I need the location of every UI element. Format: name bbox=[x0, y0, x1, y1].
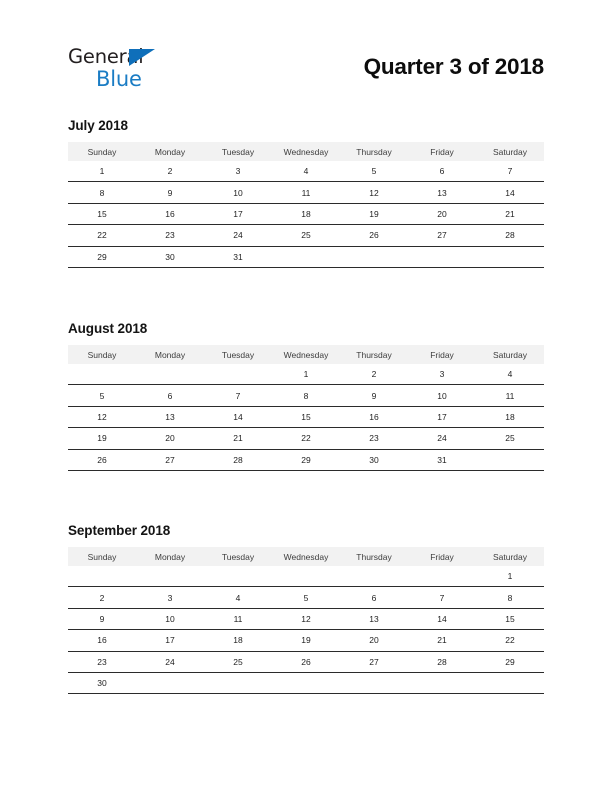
weekday-header-row bbox=[68, 547, 544, 566]
weekday-header-wednesday: Wednesday bbox=[272, 142, 340, 161]
day-cell[interactable]: 30 bbox=[136, 246, 204, 267]
day-cell[interactable]: 14 bbox=[476, 182, 544, 203]
day-cell[interactable]: 1 bbox=[507, 571, 513, 582]
day-cell[interactable]: 3 bbox=[235, 166, 241, 177]
day-cell[interactable]: 8 bbox=[476, 587, 544, 608]
day-cell[interactable]: 23 bbox=[340, 428, 408, 449]
day-cell[interactable]: 26 bbox=[340, 225, 408, 246]
week-row bbox=[68, 203, 544, 224]
day-cell[interactable]: 12 bbox=[68, 406, 136, 427]
day-cell[interactable]: 20 bbox=[136, 428, 204, 449]
day-cell[interactable]: 30 bbox=[340, 449, 408, 470]
day-cell[interactable]: 25 bbox=[476, 428, 544, 449]
month-block-july bbox=[68, 118, 544, 268]
general-blue-logo[interactable] bbox=[68, 46, 238, 96]
day-cell[interactable]: 4 bbox=[507, 369, 513, 380]
logo-text-general: General bbox=[68, 45, 144, 68]
day-cell[interactable]: 22 bbox=[68, 225, 136, 246]
day-cell[interactable]: 5 bbox=[272, 587, 340, 608]
week-row bbox=[68, 161, 544, 182]
day-cell[interactable]: 11 bbox=[204, 608, 272, 629]
day-cell bbox=[68, 566, 136, 587]
day-cell[interactable]: 24 bbox=[204, 225, 272, 246]
week-row bbox=[68, 225, 544, 246]
weekday-header-tuesday: Tuesday bbox=[204, 142, 272, 161]
month-title: September 2018 bbox=[68, 523, 171, 538]
weekday-header-sunday: Sunday bbox=[68, 142, 136, 161]
day-cell[interactable]: 13 bbox=[408, 182, 476, 203]
day-cell[interactable]: 10 bbox=[204, 182, 272, 203]
day-cell[interactable]: 28 bbox=[204, 449, 272, 470]
day-cell[interactable]: 24 bbox=[136, 651, 204, 672]
day-cell[interactable]: 17 bbox=[408, 406, 476, 427]
week-row bbox=[68, 182, 544, 203]
day-cell[interactable]: 30 bbox=[68, 672, 136, 693]
calendar-table-september bbox=[68, 547, 544, 694]
day-cell bbox=[136, 672, 204, 693]
weekday-header-friday: Friday bbox=[408, 345, 476, 364]
day-cell[interactable]: 27 bbox=[136, 449, 204, 470]
day-cell[interactable]: 13 bbox=[136, 406, 204, 427]
day-cell[interactable]: 22 bbox=[272, 428, 340, 449]
day-cell[interactable]: 15 bbox=[272, 406, 340, 427]
day-cell[interactable]: 2 bbox=[371, 369, 377, 380]
day-cell[interactable]: 9 bbox=[68, 608, 136, 629]
day-cell bbox=[204, 566, 272, 587]
day-cell[interactable]: 2 bbox=[167, 166, 173, 177]
day-cell[interactable]: 19 bbox=[68, 428, 136, 449]
day-cell[interactable]: 7 bbox=[204, 385, 272, 406]
day-cell[interactable]: 18 bbox=[204, 630, 272, 651]
week-row bbox=[68, 672, 544, 693]
day-cell[interactable]: 29 bbox=[476, 651, 544, 672]
day-cell[interactable]: 15 bbox=[476, 608, 544, 629]
day-cell[interactable]: 5 bbox=[68, 385, 136, 406]
weekday-header-wednesday: Wednesday bbox=[272, 547, 340, 566]
weekday-header-monday: Monday bbox=[136, 547, 204, 566]
day-cell[interactable]: 20 bbox=[340, 630, 408, 651]
day-cell bbox=[408, 246, 476, 267]
weekday-header-thursday: Thursday bbox=[340, 345, 408, 364]
day-cell bbox=[272, 672, 340, 693]
day-cell[interactable]: 25 bbox=[272, 225, 340, 246]
day-cell[interactable]: 5 bbox=[371, 166, 377, 177]
day-cell[interactable]: 4 bbox=[303, 166, 309, 177]
day-cell[interactable]: 14 bbox=[204, 406, 272, 427]
day-cell[interactable]: 21 bbox=[204, 428, 272, 449]
day-cell[interactable]: 23 bbox=[136, 225, 204, 246]
day-cell[interactable]: 6 bbox=[439, 166, 445, 177]
day-cell[interactable]: 17 bbox=[136, 630, 204, 651]
day-cell[interactable]: 18 bbox=[476, 406, 544, 427]
day-cell[interactable]: 15 bbox=[68, 203, 136, 224]
weekday-header-sunday: Sunday bbox=[68, 547, 136, 566]
day-cell[interactable]: 12 bbox=[340, 182, 408, 203]
day-cell[interactable]: 10 bbox=[136, 608, 204, 629]
weekday-header-row bbox=[68, 345, 544, 364]
day-cell[interactable]: 9 bbox=[340, 385, 408, 406]
day-cell[interactable]: 11 bbox=[272, 182, 340, 203]
day-cell[interactable]: 10 bbox=[408, 385, 476, 406]
logo-text-blue: Blue bbox=[96, 67, 142, 91]
day-cell bbox=[340, 246, 408, 267]
day-cell bbox=[68, 364, 136, 385]
day-cell[interactable]: 14 bbox=[408, 608, 476, 629]
day-cell[interactable]: 7 bbox=[408, 587, 476, 608]
day-cell[interactable]: 21 bbox=[408, 630, 476, 651]
weekday-header-saturday: Saturday bbox=[476, 142, 544, 161]
day-cell bbox=[204, 364, 272, 385]
day-cell[interactable]: 13 bbox=[340, 608, 408, 629]
day-cell[interactable]: 6 bbox=[340, 587, 408, 608]
weekday-header-monday: Monday bbox=[136, 142, 204, 161]
day-cell bbox=[272, 246, 340, 267]
month-title: July 2018 bbox=[68, 118, 128, 133]
day-cell[interactable]: 31 bbox=[408, 449, 476, 470]
week-row bbox=[68, 566, 544, 587]
day-cell[interactable]: 17 bbox=[204, 203, 272, 224]
blue-flag-triangle-icon bbox=[129, 49, 155, 66]
weekday-header-friday: Friday bbox=[408, 142, 476, 161]
day-cell bbox=[340, 672, 408, 693]
day-cell[interactable]: 26 bbox=[68, 449, 136, 470]
weekday-header-thursday: Thursday bbox=[340, 142, 408, 161]
day-cell bbox=[272, 566, 340, 587]
day-cell[interactable]: 26 bbox=[272, 651, 340, 672]
month-block-august bbox=[68, 321, 544, 471]
day-cell[interactable]: 21 bbox=[476, 203, 544, 224]
day-cell[interactable]: 8 bbox=[272, 385, 340, 406]
week-row bbox=[68, 449, 544, 470]
day-cell[interactable]: 27 bbox=[340, 651, 408, 672]
calendar-table-august bbox=[68, 345, 544, 471]
day-cell[interactable]: 2 bbox=[68, 587, 136, 608]
weekday-header-row bbox=[68, 142, 544, 161]
week-row bbox=[68, 608, 544, 629]
day-cell[interactable]: 16 bbox=[68, 630, 136, 651]
day-cell[interactable]: 16 bbox=[136, 203, 204, 224]
week-row bbox=[68, 246, 544, 267]
week-row bbox=[68, 364, 544, 385]
weekday-header-monday: Monday bbox=[136, 345, 204, 364]
day-cell[interactable]: 23 bbox=[68, 651, 136, 672]
day-cell[interactable]: 16 bbox=[340, 406, 408, 427]
day-cell[interactable]: 29 bbox=[272, 449, 340, 470]
weekday-header-sunday: Sunday bbox=[68, 345, 136, 364]
day-cell[interactable]: 7 bbox=[507, 166, 513, 177]
day-cell[interactable]: 8 bbox=[68, 182, 136, 203]
week-row bbox=[68, 630, 544, 651]
week-row bbox=[68, 428, 544, 449]
day-cell bbox=[136, 566, 204, 587]
day-cell bbox=[136, 364, 204, 385]
month-block-september bbox=[68, 523, 544, 694]
day-cell bbox=[340, 566, 408, 587]
calendar-table-july bbox=[68, 142, 544, 268]
week-row bbox=[68, 406, 544, 427]
day-cell[interactable]: 1 bbox=[303, 369, 309, 380]
day-cell[interactable]: 28 bbox=[476, 225, 544, 246]
weekday-header-tuesday: Tuesday bbox=[204, 547, 272, 566]
week-row bbox=[68, 385, 544, 406]
day-cell[interactable]: 29 bbox=[68, 246, 136, 267]
day-cell[interactable]: 9 bbox=[136, 182, 204, 203]
day-cell[interactable]: 22 bbox=[476, 630, 544, 651]
day-cell bbox=[204, 672, 272, 693]
day-cell[interactable]: 27 bbox=[408, 225, 476, 246]
weekday-header-saturday: Saturday bbox=[476, 547, 544, 566]
day-cell[interactable]: 25 bbox=[204, 651, 272, 672]
weekday-header-tuesday: Tuesday bbox=[204, 345, 272, 364]
day-cell[interactable]: 3 bbox=[439, 369, 445, 380]
month-title: August 2018 bbox=[68, 321, 148, 336]
day-cell[interactable]: 3 bbox=[136, 587, 204, 608]
day-cell[interactable]: 1 bbox=[99, 166, 105, 177]
day-cell bbox=[476, 672, 544, 693]
day-cell[interactable]: 4 bbox=[204, 587, 272, 608]
weekday-header-wednesday: Wednesday bbox=[272, 345, 340, 364]
day-cell[interactable]: 28 bbox=[408, 651, 476, 672]
day-cell bbox=[476, 449, 544, 470]
day-cell[interactable]: 24 bbox=[408, 428, 476, 449]
weekday-header-saturday: Saturday bbox=[476, 345, 544, 364]
day-cell[interactable]: 6 bbox=[136, 385, 204, 406]
week-row bbox=[68, 587, 544, 608]
page-header bbox=[0, 40, 612, 104]
day-cell[interactable]: 12 bbox=[272, 608, 340, 629]
day-cell[interactable]: 18 bbox=[272, 203, 340, 224]
day-cell[interactable]: 19 bbox=[340, 203, 408, 224]
day-cell bbox=[408, 672, 476, 693]
weekday-header-friday: Friday bbox=[408, 547, 476, 566]
day-cell[interactable]: 31 bbox=[204, 246, 272, 267]
day-cell[interactable]: 19 bbox=[272, 630, 340, 651]
day-cell[interactable]: 11 bbox=[476, 385, 544, 406]
weekday-header-thursday: Thursday bbox=[340, 547, 408, 566]
week-row bbox=[68, 651, 544, 672]
day-cell bbox=[476, 246, 544, 267]
day-cell[interactable]: 20 bbox=[408, 203, 476, 224]
day-cell bbox=[408, 566, 476, 587]
page-title: Quarter 3 of 2018 bbox=[363, 54, 544, 79]
